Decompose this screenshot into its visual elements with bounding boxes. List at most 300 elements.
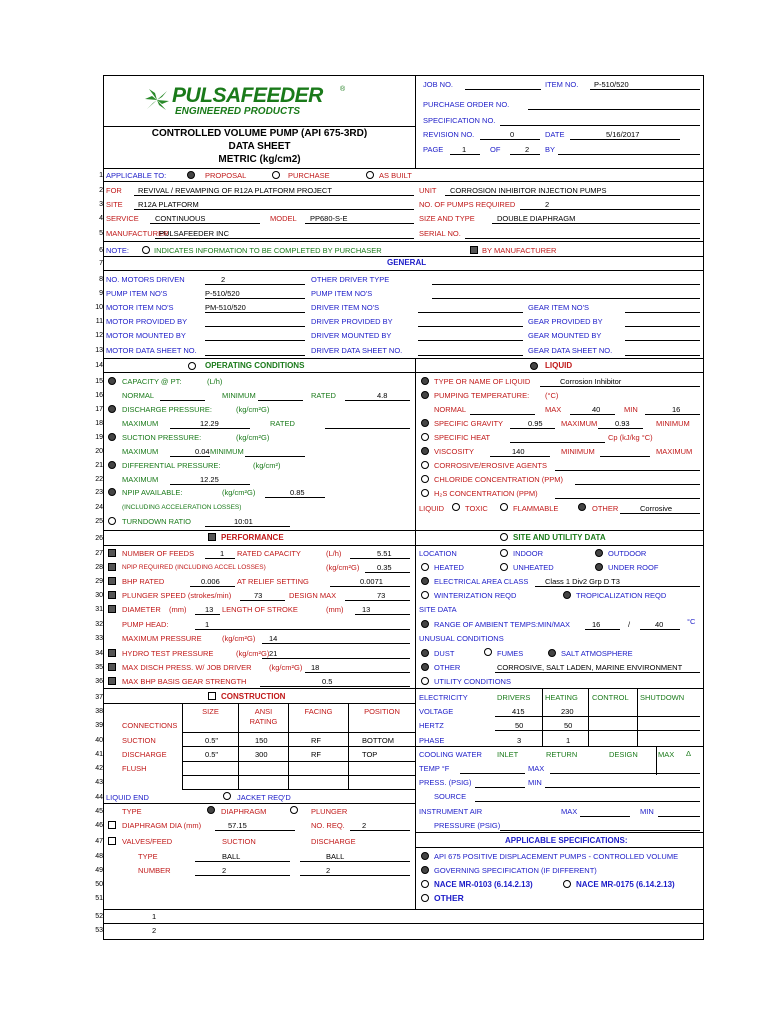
rated-cap-value[interactable]: 5.51	[377, 549, 392, 558]
pump-head-label: PUMP HEAD:	[122, 620, 169, 629]
maxdis-underline	[305, 672, 410, 673]
discharge-dot[interactable]	[108, 405, 116, 413]
governing-dot[interactable]	[421, 866, 429, 874]
maxbhp-underline	[260, 686, 410, 687]
row-number: 49	[95, 867, 103, 874]
header-bottom	[103, 168, 704, 169]
heated-radio[interactable]	[421, 563, 429, 571]
drivers-label: DRIVERS	[497, 693, 531, 702]
col-position: POSITION	[364, 707, 400, 716]
toxic-label: TOXIC	[465, 504, 488, 513]
gear-mounted-field[interactable]	[625, 340, 700, 341]
table-hline	[182, 732, 416, 733]
operating-ring-icon	[188, 362, 196, 370]
maxdis-unit: (kg/cm²G)	[269, 663, 303, 672]
row-number: 51	[95, 895, 103, 902]
press-psig-field[interactable]	[475, 787, 525, 788]
suction-dot[interactable]	[108, 433, 116, 441]
design-max-value[interactable]: 73	[377, 591, 386, 600]
note-purchaser: INDICATES INFORMATION TO BE COMPLETED BY PURCHASER	[154, 246, 382, 255]
logo-divider	[103, 126, 416, 127]
manufacturer-value[interactable]: PULSAFEEDER INC	[159, 229, 230, 238]
note-53-value[interactable]: 2	[152, 926, 157, 935]
chloride-field[interactable]	[575, 484, 700, 485]
temp-max-label: MAX	[545, 405, 562, 414]
liquid-type-dot[interactable]	[421, 377, 429, 385]
table-hline	[182, 775, 416, 776]
gear-provided-label: GEAR PROVIDED BY	[528, 317, 603, 326]
cap-rated-value[interactable]: 4.8	[377, 391, 388, 400]
frame-bottom	[103, 939, 704, 940]
ambient-slash: /	[628, 620, 631, 629]
pump-item-value[interactable]: P-510/520	[205, 289, 240, 298]
connection-position[interactable]: TOP	[362, 750, 378, 759]
under-roof-radio[interactable]	[595, 563, 603, 571]
size-type-label: SIZE AND TYPE	[419, 214, 475, 223]
row-number: 28	[95, 564, 103, 571]
temp-normal-field[interactable]	[470, 414, 535, 415]
connection-position[interactable]: BOTTOM	[362, 736, 394, 745]
temp-f-max-field[interactable]	[550, 773, 700, 774]
motor-provided-field[interactable]	[205, 326, 305, 327]
diameter-value[interactable]: 13	[205, 605, 214, 614]
driver-mounted-field[interactable]	[418, 340, 523, 341]
npip-req-underline	[365, 572, 410, 573]
dia-value[interactable]: 57.15	[228, 821, 247, 830]
logo-subtitle: ENGINEERED PRODUCTS	[175, 106, 301, 117]
heat-radio[interactable]	[421, 433, 429, 441]
hydro-unit: (kg/cm²G)	[236, 649, 270, 658]
row-number: 7	[99, 260, 103, 267]
suc-max-value[interactable]: 0.04	[195, 447, 210, 456]
row-number: 25	[95, 518, 103, 525]
salt-label: SALT ATMOSPHERE	[561, 649, 633, 658]
feeds-check[interactable]	[108, 549, 116, 557]
npip-value[interactable]: 0.85	[290, 488, 305, 497]
row-number: 12	[95, 332, 103, 339]
item-no-value[interactable]: P-510/520	[594, 80, 629, 89]
motor-item-value[interactable]: PM-510/520	[205, 303, 246, 312]
frame-top	[103, 75, 704, 76]
connection-facing[interactable]: RF	[311, 750, 321, 759]
liquid-class-label: LIQUID	[419, 504, 445, 513]
pump-head-value[interactable]: 1	[205, 620, 210, 629]
design-max-label: DESIGN MAX	[289, 591, 337, 600]
row-number: 53	[95, 927, 103, 934]
gear-ds-field[interactable]	[625, 355, 700, 356]
location-label: LOCATION	[419, 549, 457, 558]
nace1-radio[interactable]	[421, 880, 429, 888]
utility-radio[interactable]	[421, 677, 429, 685]
temp-dot[interactable]	[421, 391, 429, 399]
site-value[interactable]: R12A PLATFORM	[138, 200, 199, 209]
row-number: 33	[95, 635, 103, 642]
air-max-field[interactable]	[580, 816, 630, 817]
rated-cap-label: RATED CAPACITY	[237, 549, 301, 558]
diff-max-value[interactable]: 12.25	[200, 475, 219, 484]
hydro-underline	[262, 658, 410, 659]
npip-dot[interactable]	[108, 488, 116, 496]
other-liquid-underline	[620, 513, 700, 514]
press-min-field[interactable]	[545, 787, 700, 788]
elec-class-dot[interactable]	[421, 577, 429, 585]
motor-ds-field[interactable]	[205, 355, 305, 356]
h2s-field[interactable]	[555, 498, 700, 499]
row-number: 21	[95, 462, 103, 469]
cap-rated-underline	[345, 400, 410, 401]
pumps-req-underline	[520, 209, 700, 210]
nace2-radio[interactable]	[563, 880, 571, 888]
diameter-label: DIAMETER	[122, 605, 161, 614]
connection-rating[interactable]: 300	[255, 750, 268, 759]
valves-checkbox[interactable]	[108, 837, 116, 845]
accel-label: (INCLUDING ACCELERATION LOSSES)	[122, 504, 242, 511]
driver-item-field[interactable]	[418, 312, 523, 313]
cap-min-label: MINIMUM	[222, 391, 256, 400]
row-line	[103, 909, 704, 910]
other-driver-field[interactable]	[432, 284, 700, 285]
note-manufacturer: BY MANUFACTURER	[482, 246, 557, 255]
air-pressure-field[interactable]	[500, 830, 700, 831]
spec-label: SPECIFICATION NO.	[423, 116, 496, 125]
control-label: CONTROL	[592, 693, 629, 702]
stroke-underline	[355, 614, 410, 615]
temp-unit: (°C)	[545, 391, 559, 400]
pumps-req-value[interactable]: 2	[545, 200, 550, 209]
voltage-heating[interactable]: 230	[561, 707, 574, 716]
motor-mounted-field[interactable]	[205, 340, 305, 341]
differential-label: DIFFERENTIAL PRESSURE:	[122, 461, 221, 470]
unit-value[interactable]: CORROSION INHIBITOR INJECTION PUMPS	[450, 186, 607, 195]
vtype-label: TYPE	[138, 852, 158, 861]
stroke-value[interactable]: 13	[362, 605, 371, 614]
tropicalization-radio[interactable]	[563, 591, 571, 599]
other-liquid-value[interactable]: Corrosive	[640, 504, 673, 513]
temp-max-underline	[570, 414, 615, 415]
cap-normal-field[interactable]	[160, 400, 205, 401]
temp-max-value[interactable]: 40	[592, 405, 601, 414]
motor-ds-label: MOTOR DATA SHEET NO.	[106, 346, 197, 355]
row-number: 22	[95, 476, 103, 483]
npip-req-label: NPIP REQUIRED (INCLUDING ACCEL LOSSES)	[122, 564, 266, 571]
sg-dot[interactable]	[421, 419, 429, 427]
util-vline	[542, 688, 543, 746]
differential-dot[interactable]	[108, 461, 116, 469]
turndown-radio[interactable]	[108, 517, 116, 525]
h2s-radio[interactable]	[421, 489, 429, 497]
sg-max-value[interactable]: 0.93	[615, 419, 630, 428]
by-label: BY	[545, 145, 556, 154]
other-spec-label: OTHER	[434, 893, 464, 903]
temp-f-field[interactable]	[460, 773, 525, 774]
capacity-dot[interactable]	[108, 377, 116, 385]
fumes-radio[interactable]	[484, 648, 492, 656]
ptype-label: TYPE	[122, 807, 142, 816]
size-type-underline	[492, 223, 700, 224]
site-label: SITE	[106, 200, 123, 209]
corrosive-radio[interactable]	[421, 461, 429, 469]
ambient-min-underline	[585, 629, 620, 630]
salt-dot[interactable]	[548, 649, 556, 657]
row-number: 10	[95, 304, 103, 311]
differential-unit: (kg/cm²)	[253, 461, 281, 470]
bhp-value[interactable]: 0.006	[201, 577, 220, 586]
speed-check[interactable]	[108, 591, 116, 599]
hertz-heating[interactable]: 50	[564, 721, 573, 730]
row-number: 8	[99, 276, 103, 283]
row-line	[103, 358, 704, 359]
jacket-radio[interactable]	[223, 792, 231, 800]
row-number: 30	[95, 592, 103, 599]
ambient-min-value[interactable]: 16	[592, 620, 601, 629]
plunger-label: PLUNGER	[311, 807, 348, 816]
table-hline	[182, 789, 416, 790]
visc-min-label: MINIMUM	[561, 447, 595, 456]
maxbhp-label: MAX BHP BASIS GEAR STRENGTH	[122, 677, 247, 686]
by-field[interactable]	[558, 154, 700, 155]
plunger-radio[interactable]	[290, 806, 298, 814]
dis-rated-field[interactable]	[325, 428, 410, 429]
diaphragm-radio[interactable]	[207, 806, 215, 814]
source-field[interactable]	[475, 801, 700, 802]
motor-item-label: MOTOR ITEM NO'S	[106, 303, 174, 312]
vnum-suction[interactable]: 2	[222, 866, 227, 875]
rated-cap-unit: (L/h)	[326, 549, 342, 558]
ambient-unit: °C	[687, 617, 696, 626]
sg-label: SPECIFIC GRAVITY	[434, 419, 504, 428]
voltage-drivers[interactable]: 415	[512, 707, 525, 716]
max-pressure-underline	[262, 643, 410, 644]
spec-field[interactable]	[500, 125, 700, 126]
row-line	[103, 530, 704, 531]
driver-item-label: DRIVER ITEM NO'S	[311, 303, 380, 312]
liquid-type-value[interactable]: Corrosion Inhibitor	[560, 377, 622, 386]
dia-label: DIAPHRAGM DIA (mm)	[122, 821, 202, 830]
dis-max-value[interactable]: 12.29	[200, 419, 219, 428]
relief-label: AT RELIEF SETTING	[237, 577, 309, 586]
row-line	[103, 181, 704, 182]
vnum-discharge[interactable]: 2	[326, 866, 331, 875]
visc-min-field[interactable]	[600, 456, 650, 457]
diameter-check[interactable]	[108, 605, 116, 613]
rev-label: REVISION NO.	[423, 130, 475, 139]
row-number: 26	[95, 535, 103, 542]
npip-req-check[interactable]	[108, 563, 116, 571]
connection-label: DISCHARGE	[122, 750, 167, 759]
manufacturer-underline	[155, 238, 414, 239]
turndown-underline	[205, 526, 290, 527]
instrument-air-label: INSTRUMENT AIR	[419, 807, 483, 816]
outdoor-radio[interactable]	[595, 549, 603, 557]
stroke-unit: (mm)	[326, 605, 344, 614]
diameter-underline	[195, 614, 220, 615]
other-liquid-dot[interactable]	[578, 503, 586, 511]
air-min-field[interactable]	[658, 816, 700, 817]
driver-provided-field[interactable]	[418, 326, 523, 327]
hertz-drivers[interactable]: 50	[515, 721, 524, 730]
pumps-req-label: NO. OF PUMPS REQUIRED	[419, 200, 516, 209]
motors-driven-label: NO. MOTORS DRIVEN	[106, 275, 185, 284]
gear-item-field[interactable]	[625, 312, 700, 313]
tropicalization-label: TROPICALIZATION REQD	[576, 591, 667, 600]
ambient-max-value[interactable]: 40	[655, 620, 664, 629]
gear-provided-field[interactable]	[625, 326, 700, 327]
maxbhp-value[interactable]: 0.5	[322, 677, 333, 686]
dust-dot[interactable]	[421, 649, 429, 657]
service-label: SERVICE	[106, 214, 139, 223]
model-underline	[305, 223, 414, 224]
purchase-radio[interactable]	[272, 171, 280, 179]
phase-heating[interactable]: 1	[566, 736, 571, 745]
vtype-discharge[interactable]: BALL	[326, 852, 345, 861]
manufacturer-square-icon	[470, 246, 478, 254]
max-pressure-value[interactable]: 14	[269, 634, 278, 643]
hydro-label: HYDRO TEST PRESSURE	[122, 649, 214, 658]
phase-drivers[interactable]: 3	[517, 736, 522, 745]
toxic-radio[interactable]	[452, 503, 460, 511]
visc-value[interactable]: 140	[512, 447, 525, 456]
winterization-radio[interactable]	[421, 591, 429, 599]
site-other-value[interactable]: CORROSIVE, SALT LADEN, MARINE ENVIRONMENT	[497, 663, 683, 672]
outdoor-label: OUTDOOR	[608, 549, 647, 558]
cooling-water-label: COOLING WATER	[419, 750, 482, 759]
note-label: NOTE:	[106, 246, 129, 255]
unheated-radio[interactable]	[500, 563, 508, 571]
elec-class-underline	[535, 586, 700, 587]
corrosive-label: CORROSIVE/EROSIVE AGENTS	[434, 461, 547, 470]
connection-size[interactable]: 0.5"	[205, 736, 219, 745]
ambient-label: RANGE OF AMBIENT TEMPS:MIN/MAX	[434, 620, 570, 629]
model-label: MODEL	[270, 214, 297, 223]
heat-field[interactable]	[510, 442, 605, 443]
other-driver-label: OTHER DRIVER TYPE	[311, 275, 390, 284]
row-number: 36	[95, 678, 103, 685]
pump-item-field-2[interactable]	[432, 298, 700, 299]
page-value[interactable]: 1	[462, 145, 467, 154]
service-value[interactable]: CONTINUOUS	[155, 214, 206, 223]
row-number: 34	[95, 650, 103, 657]
diff-max-label: MAXIMUM	[122, 475, 159, 484]
rev-value[interactable]: 0	[510, 130, 515, 139]
hydro-check[interactable]	[108, 649, 116, 657]
other-spec-radio[interactable]	[421, 894, 429, 902]
size-type-value[interactable]: DOUBLE DIAPHRAGM	[497, 214, 576, 223]
site-other-dot[interactable]	[421, 663, 429, 671]
gear-ds-label: GEAR DATA SHEET NO.	[528, 346, 613, 355]
proposal-radio[interactable]	[187, 171, 195, 179]
dia-checkbox[interactable]	[108, 821, 116, 829]
speed-value[interactable]: 73	[254, 591, 263, 600]
row-number: 23	[95, 489, 103, 496]
suc-min-field[interactable]	[245, 456, 305, 457]
maxdis-check[interactable]	[108, 663, 116, 671]
rev-underline	[480, 139, 540, 140]
connection-rating[interactable]: 150	[255, 736, 268, 745]
row-number: 32	[95, 621, 103, 628]
row-number: 4	[99, 215, 103, 222]
unit-underline	[445, 195, 700, 196]
dia-underline	[215, 830, 295, 831]
of-value[interactable]: 2	[525, 145, 530, 154]
dis-rated-label: RATED	[270, 419, 295, 428]
h2s-label: H₂S CONCENTRATION (PPM)	[434, 489, 538, 498]
site-heading: SITE AND UTILITY DATA	[513, 533, 606, 542]
model-value[interactable]: PP680-S-E	[310, 214, 348, 223]
row-number: 41	[95, 751, 103, 758]
indoor-radio[interactable]	[500, 549, 508, 557]
serial-field[interactable]	[465, 238, 700, 239]
max-pressure-label: MAXIMUM PRESSURE	[122, 634, 202, 643]
motors-driven-value[interactable]: 2	[221, 275, 226, 284]
for-value[interactable]: REVIVAL / REVAMPING OF R12A PLATFORM PROJECT	[138, 186, 332, 195]
npip-underline	[265, 497, 325, 498]
po-field[interactable]	[528, 109, 700, 110]
as-built-label: AS BUILT	[379, 171, 412, 180]
cap-min-field[interactable]	[258, 400, 303, 401]
row-number: 44	[95, 794, 103, 801]
heating-label: HEATING	[545, 693, 578, 702]
ambient-dot[interactable]	[421, 620, 429, 628]
utility-label: UTILITY CONDITIONS	[434, 677, 511, 686]
maxbhp-check[interactable]	[108, 677, 116, 685]
logo-text: PULSAFEEDER	[172, 84, 323, 107]
of-label: OF	[490, 145, 501, 154]
connection-size[interactable]: 0.5"	[205, 750, 219, 759]
row-number: 2	[99, 187, 103, 194]
temp-label: PUMPING TEMPERATURE:	[434, 391, 530, 400]
elec-class-value[interactable]: Class 1 Div2 Grp D T3	[545, 577, 620, 586]
rated-cap-underline	[350, 558, 410, 559]
liquid-type-label: TYPE OR NAME OF LIQUID	[434, 377, 531, 386]
connection-facing[interactable]: RF	[311, 736, 321, 745]
vtype-suction[interactable]: BALL	[222, 852, 241, 861]
maxdis-value[interactable]: 18	[311, 663, 320, 672]
serial-label: SERIAL NO.	[419, 229, 461, 238]
relief-value[interactable]: 0.0071	[360, 577, 383, 586]
sg-value[interactable]: 0.95	[528, 419, 543, 428]
npip-req-value[interactable]: 0.35	[377, 563, 392, 572]
temp-f-max-label: MAX	[528, 764, 545, 773]
flammable-radio[interactable]	[500, 503, 508, 511]
visc-dot[interactable]	[421, 447, 429, 455]
chloride-radio[interactable]	[421, 475, 429, 483]
driver-ds-field[interactable]	[418, 355, 523, 356]
corrosive-field[interactable]	[555, 470, 700, 471]
util-vline	[656, 746, 657, 775]
dust-label: DUST	[434, 649, 455, 658]
date-value[interactable]: 5/16/2017	[606, 130, 640, 139]
as-built-radio[interactable]	[366, 171, 374, 179]
noreq-value[interactable]: 2	[362, 821, 367, 830]
turndown-value[interactable]: 10:01	[234, 517, 253, 526]
discharge-unit: (kg/cm²G)	[236, 405, 270, 414]
bhp-check[interactable]	[108, 577, 116, 585]
temp-min-value[interactable]: 16	[672, 405, 681, 414]
frame-right	[703, 75, 704, 940]
feeds-value[interactable]: 1	[220, 549, 225, 558]
mid-divider-1	[415, 358, 416, 530]
delta-label: Δ	[686, 749, 692, 758]
hydro-value[interactable]: 21	[269, 649, 278, 658]
job-no-field[interactable]	[465, 89, 541, 90]
site-other-underline	[495, 672, 700, 673]
mid-divider-3	[415, 688, 416, 910]
maxdis-label: MAX DISCH PRESS. W/ JOB DRIVER	[122, 663, 252, 672]
fumes-label: FUMES	[497, 649, 524, 658]
api-dot[interactable]	[421, 852, 429, 860]
note-52-value[interactable]: 1	[152, 912, 157, 921]
visc-max-label: MAXIMUM	[656, 447, 693, 456]
